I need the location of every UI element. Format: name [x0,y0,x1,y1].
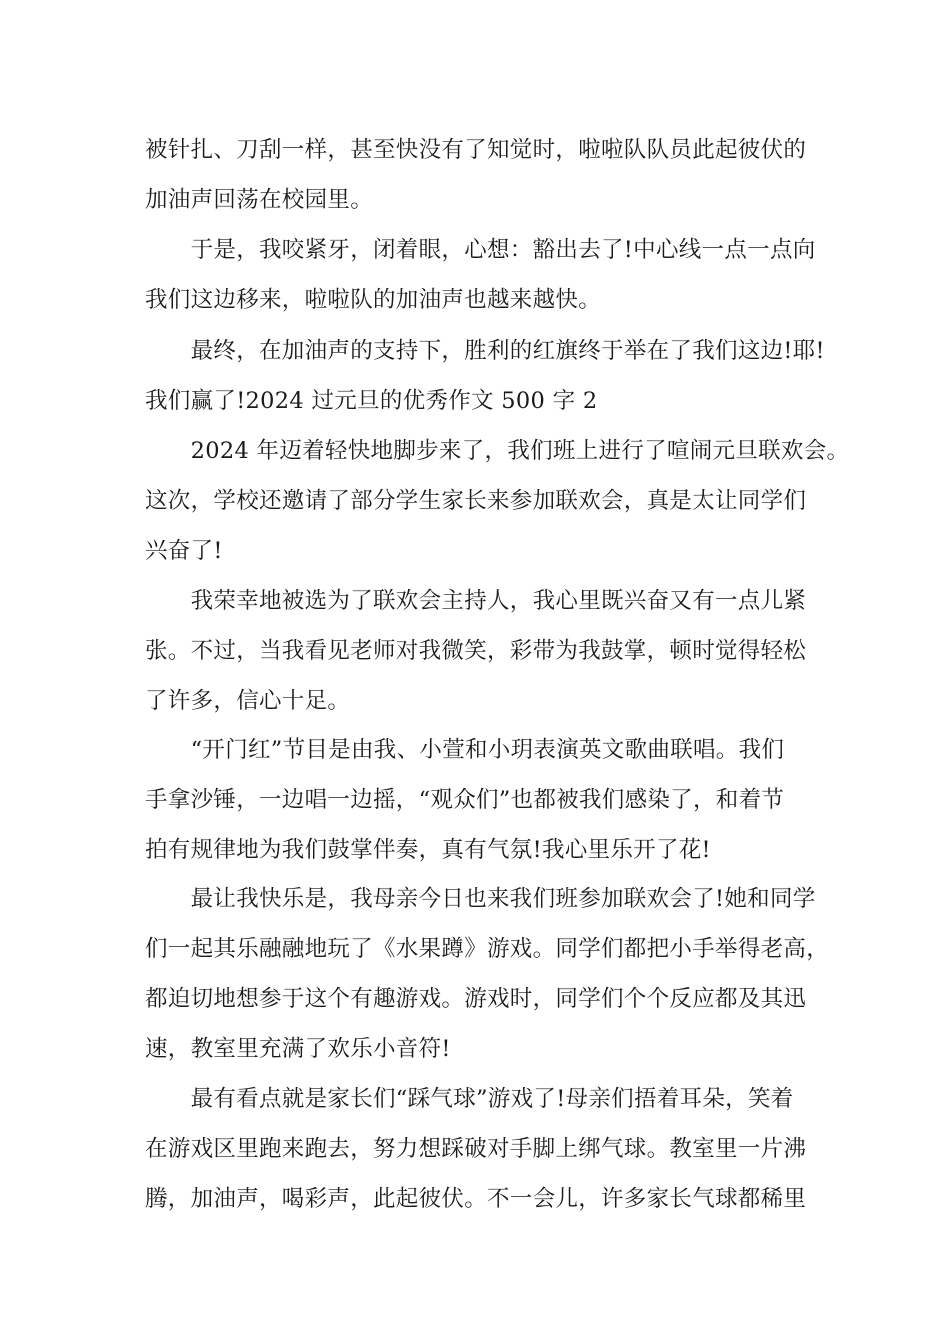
text-line: 最终，在加油声的支持下，胜利的红旗终于举在了我们这边!耶! [145,338,825,364]
text-line: 都迫切地想参于这个有趣游戏。游戏时，同学们个个反应都及其迅 [145,986,807,1012]
text-line: 我们赢了!2024 过元旦的优秀作文 500 字 2 [145,388,598,414]
text-line: “开门红”节目是由我、小萱和小玥表演英文歌曲联唱。我们 [145,737,785,763]
text-line: 加油声回荡在校园里。 [145,187,374,213]
text-line: 于是，我咬紧牙，闭着眼，心想：豁出去了!中心线一点一点向 [145,237,816,263]
text-line: 兴奋了! [145,538,223,564]
text-line: 手拿沙锤，一边唱一边摇，“观众们”也都被我们感染了，和着节 [145,787,785,813]
text-line: 了许多，信心十足。 [145,688,351,714]
text-line: 这次，学校还邀请了部分学生家长来参加联欢会，真是太让同学们 [145,488,807,514]
text-line: 在游戏区里跑来跑去，努力想踩破对手脚上绑气球。教室里一片沸 [145,1136,807,1162]
text-line: 我荣幸地被选为了联欢会主持人，我心里既兴奋又有一点儿紧 [145,588,807,614]
text-line: 张。不过，当我看见老师对我微笑，彩带为我鼓掌，顿时觉得轻松 [145,638,807,664]
text-line: 拍有规律地为我们鼓掌伴奏，真有气氛!我心里乐开了花! [145,837,711,863]
text-line: 速，教室里充满了欢乐小音符! [145,1036,451,1062]
text-line: 腾，加油声，喝彩声，此起彼伏。不一会儿，许多家长气球都稀里 [145,1186,807,1212]
text-line: 们一起其乐融融地玩了《水果蹲》游戏。同学们都把小手举得老高， [145,936,830,962]
text-line: 最让我快乐是，我母亲今日也来我们班参加联欢会了!她和同学 [145,886,816,912]
text-line: 2024 年迈着轻快地脚步来了，我们班上进行了喧闹元旦联欢会。 [145,438,850,464]
text-line: 被针扎、刀刮一样，甚至快没有了知觉时，啦啦队队员此起彼伏的 [145,137,807,163]
text-line: 最有看点就是家长们“踩气球”游戏了!母亲们捂着耳朵，笑着 [145,1086,794,1112]
text-line: 我们这边移来，啦啦队的加油声也越来越快。 [145,287,602,313]
